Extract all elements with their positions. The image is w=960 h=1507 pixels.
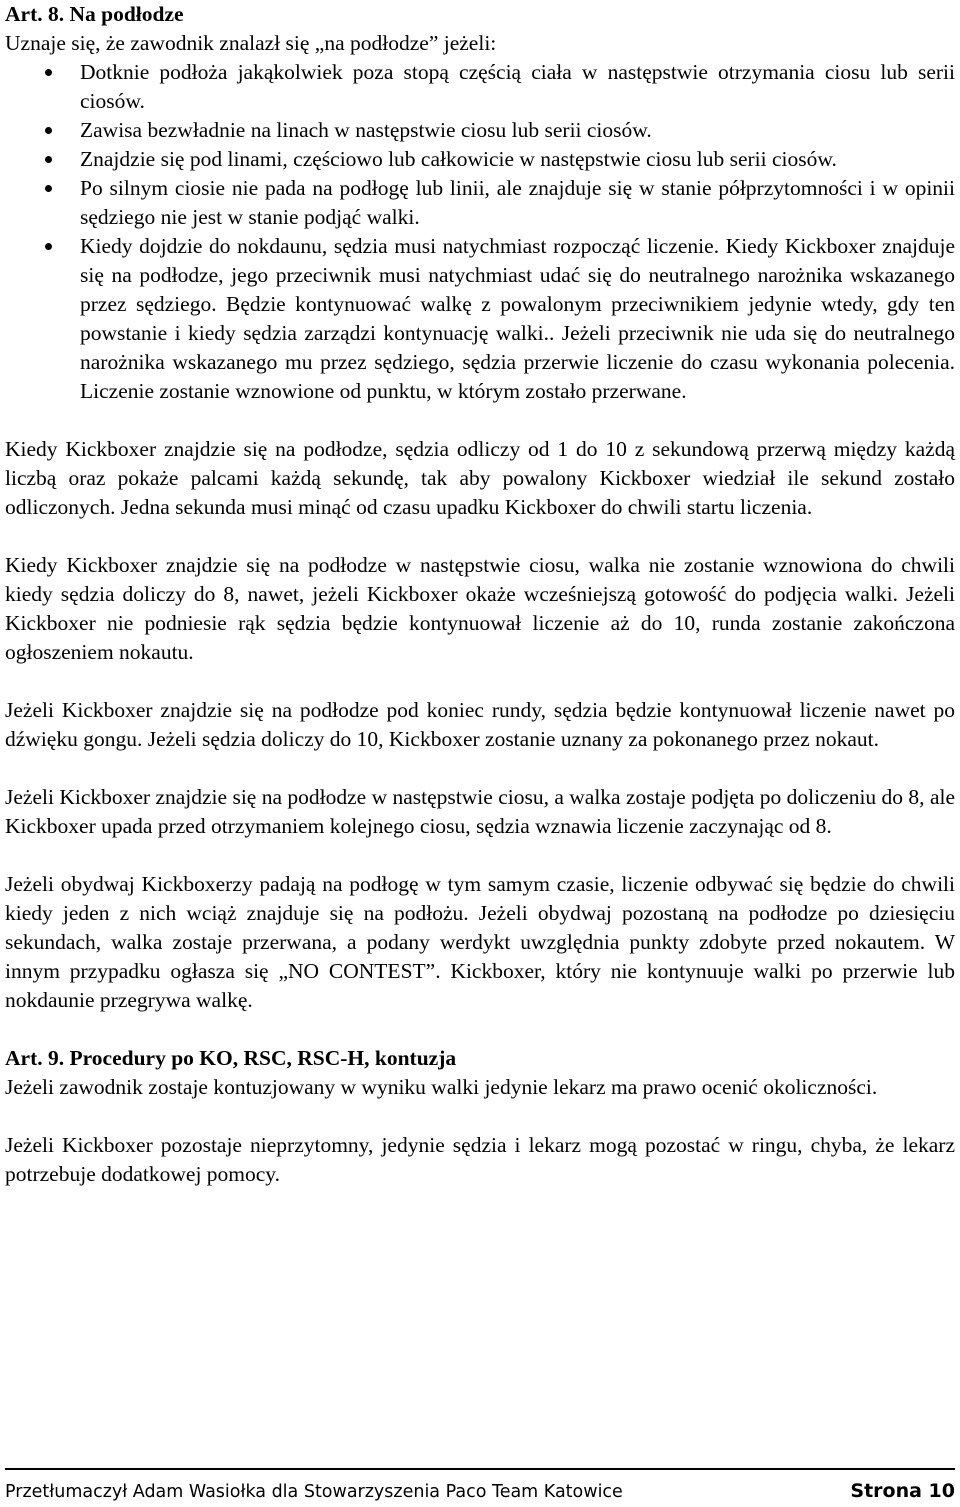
list-item [5, 145, 955, 174]
paragraph-resume-count: Jeżeli Kickboxer znajdzie się na podłodze w następstwie ciosu, a walka zostaje podjęta po doliczeniu do 8, ale Kickboxer upada przed otrzymaniem kolejnego ciosu, sędzia wznawia liczenie zaczynając od 8. [5, 785, 955, 838]
list-item-text: Dotknie podłoża jakąkolwiek poza stopą częścią ciała w następstwie otrzymania ciosu lub serii ciosów. [80, 60, 955, 113]
list-item-text: Zawisa bezwładnie na linach w następstwie ciosu lub serii ciosów. [80, 118, 652, 142]
article-8-intro: Uznaje się, że zawodnik znalazł się „na podłodze” jeżeli: [5, 31, 497, 55]
bullet-icon [45, 243, 52, 250]
bullet-icon [45, 69, 52, 76]
article-9-heading [5, 1044, 955, 1073]
footer-credit: Przetłumaczył Adam Wasiołka dla Stowarzyszenia Paco Team Katowice [5, 1482, 623, 1502]
list-item [5, 174, 955, 232]
on-floor-conditions-list [5, 58, 955, 406]
paragraph-injury: Jeżeli zawodnik zostaje kontuzjowany w wyniku walki jedynie lekarz ma prawo ocenić okoliczności. [5, 1075, 878, 1099]
article-8-number: Art. 8. [5, 2, 65, 26]
paragraph-end-of-round: Jeżeli Kickboxer znajdzie się na podłodze pod koniec rundy, sędzia będzie kontynuował liczenie nawet po dźwięku gongu. Jeżeli sędzia doliczy do 10, Kickboxer zostanie uznany za pokonanego przez nokaut. [5, 698, 955, 751]
bullet-icon [45, 127, 52, 134]
article-9-number: Art. 9. [5, 1046, 65, 1070]
page-footer [5, 1468, 955, 1505]
article-8-heading [5, 0, 955, 29]
list-item-text: Po silnym ciosie nie pada na podłogę lub linii, ale znajduje się w stanie półprzytomności i w opinii sędziego nie jest w stanie podjąć walki. [80, 176, 955, 229]
article-9-title: Procedury po KO, RSC, RSC-H, kontuzja [69, 1046, 457, 1070]
page-number: Strona 10 [850, 1480, 955, 1502]
paragraph-counting: Kiedy Kickboxer znajdzie się na podłodze, sędzia odliczy od 1 do 10 z sekundową przerwą między każdą liczbą oraz pokaże palcami każdą sekundę, tak aby powalony Kickboxer wiedział ile sekund zostało odliczonych. Jedna sekunda musi minąć od czasu upadku Kickboxer do chwili startu liczenia. [5, 437, 955, 519]
list-item-text: Znajdzie się pod linami, częściowo lub całkowicie w następstwie ciosu lub serii ciosów. [80, 147, 837, 171]
article-8-title: Na podłodze [69, 2, 184, 26]
list-item [5, 116, 955, 145]
list-item [5, 232, 955, 406]
bullet-icon [45, 185, 52, 192]
bullet-icon [45, 156, 52, 163]
paragraph-double-knockdown: Jeżeli obydwaj Kickboxerzy padają na podłogę w tym samym czasie, liczenie odbywać się będzie do chwili kiedy jeden z nich wciąż znajduje się na podłożu. Jeżeli obydwaj pozostaną na podłodze po dziesięciu sekundach, walka zostaje przerwana, a podany werdykt uwzględnia punkty zdobyte przed nokautem. W innym przypadku ogłasza się „NO CONTEST”. Kickboxer, który nie kontynuuje walki po przerwie lub nokdaunie przegrywa walkę. [5, 872, 955, 1012]
document-page [5, 0, 955, 1189]
list-item-text: Kiedy dojdzie do nokdaunu, sędzia musi natychmiast rozpocząć liczenie. Kiedy Kickboxer znajduje się na podłodze, jego przeciwnik musi natychmiast udać się do neutralnego narożnika wskazanego przez sędziego. Będzie kontynuować walkę z powalonym przeciwnikiem jedynie wtedy, gdy ten powstanie i kiedy sędzia zarządzi kontynuację walki.. Jeżeli przeciwnik nie uda się do neutralnego narożnika wskazanego mu przez sędziego, sędzia przerwie liczenie do czasu wykonania polecenia. Liczenie zostanie wznowione od punktu, w którym zostało przerwane. [80, 234, 955, 403]
list-item [5, 58, 955, 116]
paragraph-unconscious: Jeżeli Kickboxer pozostaje nieprzytomny, jedynie sędzia i lekarz mogą pozostać w ringu, chyba, że lekarz potrzebuje dodatkowej pomocy. [5, 1133, 955, 1186]
paragraph-count-to-eight: Kiedy Kickboxer znajdzie się na podłodze w następstwie ciosu, walka nie zostanie wznowiona do chwili kiedy sędzia doliczy do 8, nawet, jeżeli Kickboxer okaże wcześniejszą gotowość do podjęcia walki. Jeżeli Kickboxer nie podniesie rąk sędzia będzie kontynuował liczenie aż do 10, runda zostanie zakończona ogłoszeniem nokautu. [5, 553, 955, 664]
